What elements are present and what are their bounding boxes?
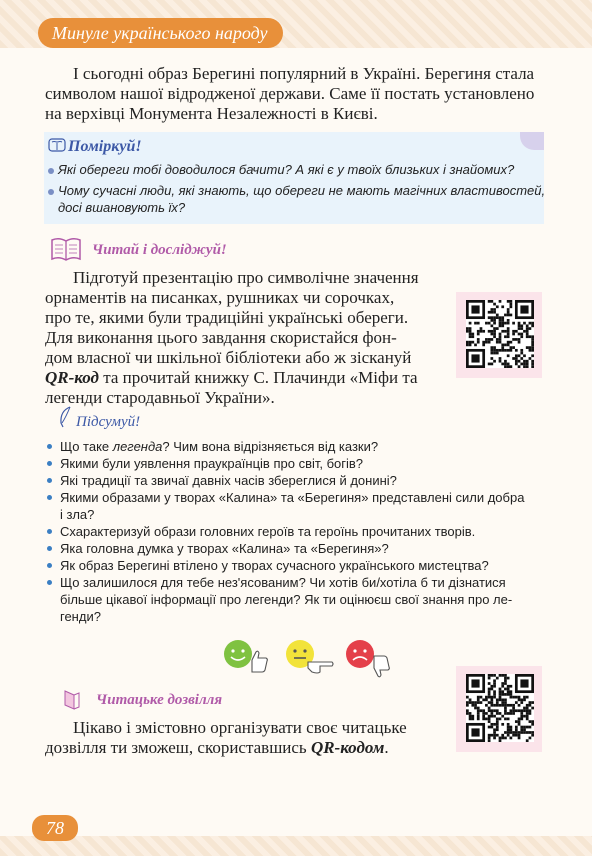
think-title: Поміркуй!	[68, 138, 142, 155]
list-item: Схарактеризуй образи головних героїв та героїнь прочитаних творів.	[46, 523, 556, 540]
think-question: досі вшановують їх?	[58, 200, 186, 215]
open-book-icon	[50, 236, 82, 262]
intro-paragraph	[45, 64, 550, 124]
leisure-paragraph: Цікаво і змістовно організувати своє читацьке дозвілля ти зможеш, скориставшись QR-кодом.	[45, 718, 450, 758]
intro-line: І сьогодні образ Берегині популярний в Україні. Берегиня стала	[73, 64, 535, 83]
read-line: та прочитай книжку С. Плачинди «Міфи та	[98, 368, 418, 387]
sad-thumbs-down-icon[interactable]	[344, 636, 396, 680]
list-item: Яка головна думка у творах «Калина» та «Берегиня»?	[46, 540, 556, 557]
think-question: Чому сучасні люди, які знають, що обереги не мають магічних властивостей,	[58, 183, 546, 198]
intro-line: символом нашої відродженої держави. Саме її постать установлено	[45, 84, 535, 103]
read-line: орнаментів на писанках, рушниках чи сорочках,	[45, 288, 395, 307]
intro-line: на верхівці Монумента Незалежності в Києві.	[45, 104, 378, 123]
bottom-ornament-band	[0, 836, 592, 856]
leisure-title: Читацьке дозвілля	[96, 692, 223, 708]
page-number: 78	[32, 815, 78, 841]
qr-code[interactable]	[466, 674, 534, 742]
read-line: дом власної чи шкільної бібліотеки або ж зіскануй	[45, 348, 412, 367]
list-item: Якими образами у творах «Калина» та «Берегиня» представлені сили добра і зла?	[46, 489, 556, 523]
think-question: Які обереги тобі доводилося бачити? А які є у твоїх близьких і знайомих?	[58, 162, 515, 177]
list-item: Що таке легенда? Чим вона відрізняється від казки?	[46, 438, 556, 455]
read-line: Для виконання цього завдання скористайся фон-	[45, 328, 397, 347]
read-line: легенди стародавньої України».	[45, 388, 275, 407]
section-header: Минуле українського народу	[38, 18, 283, 48]
qr-code[interactable]	[466, 300, 534, 368]
summary-list	[46, 438, 556, 625]
bullet-dot	[48, 189, 54, 195]
bullet-dot	[48, 168, 54, 174]
neutral-pointing-icon[interactable]	[284, 636, 338, 678]
list-item: Як образ Берегині втілено у творах сучасного українського мистецтва?	[46, 557, 556, 574]
list-item: Якими були уявлення праукраїнців про світ, богів?	[46, 455, 556, 472]
reading-hand-icon	[62, 688, 82, 712]
open-book-icon	[48, 138, 66, 152]
qr-code-term: QR-кодом	[310, 738, 385, 757]
summary-title: Підсумуй!	[76, 414, 141, 430]
list-item: Що залишилося для тебе нез'ясованим? Чи хотів би/хотіла б ти дізнатися більше цікавої інформації про легенди? Як ти оцінюєш свої знання про ле- генди?	[46, 574, 556, 625]
read-paragraph	[45, 268, 445, 408]
smile-thumbs-up-icon[interactable]	[222, 636, 274, 678]
leisure-line: Цікаво і змістовно організувати своє читацьке	[73, 718, 407, 737]
list-item: Які традиції та звичаї давніх часів збереглися й донині?	[46, 472, 556, 489]
leisure-line: дозвілля ти зможеш, скориставшись	[45, 738, 311, 757]
read-title: Читай і досліджуй!	[92, 242, 227, 258]
read-line: про те, якими були традиційні українські обереги.	[45, 308, 409, 327]
read-line: Підготуй презентацію про символічне значення	[73, 268, 419, 287]
quill-pen-icon	[56, 405, 74, 429]
qr-code-term: QR-код	[45, 368, 99, 387]
